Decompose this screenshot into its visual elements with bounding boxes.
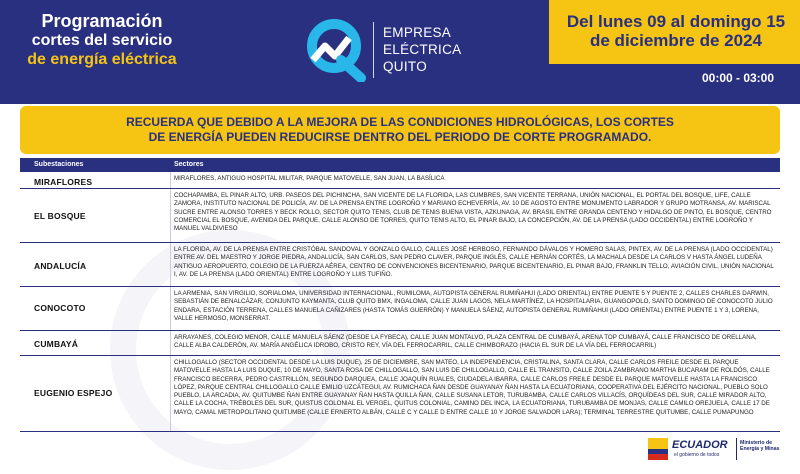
date-range — [549, 12, 800, 50]
date-line-2: de diciembre de 2024 — [590, 31, 762, 50]
table-header — [20, 158, 780, 172]
ministry-line-1: Ministerio de — [740, 440, 772, 446]
table-row — [20, 243, 780, 287]
header-bar — [0, 0, 800, 104]
substation-name: MIRAFLORES — [34, 177, 93, 187]
country-name: ECUADOR — [672, 439, 728, 451]
substation-name: EL BOSQUE — [34, 211, 86, 221]
page-title — [22, 12, 182, 69]
footer-separator — [736, 438, 737, 460]
logo-separator — [373, 22, 374, 78]
substation-name: CONOCOTO — [34, 303, 86, 313]
table-row — [20, 356, 780, 432]
column-divider — [170, 287, 171, 330]
substation-name: EUGENIO ESPEJO — [34, 388, 113, 398]
company-name-line-3: QUITO — [383, 59, 428, 74]
government-logo — [648, 432, 790, 466]
sectors-text: LA ARMENIA, SAN VIRGILIO, SORIALOMA, UNIVERSIDAD INTERNACIONAL, RUMILOMA, AUTOPISTA GENERAL RUMIÑAHUI (LADO ORIENTAL) ENTRE PUENTE 5 Y PUENTE 2, CALLES CHARLES DARWIN, SEBASTIÁN DE BENALCÁZAR, CONJUNTO KAYMANTA, CLUB QUITO BMX, INGALOMA, CALLE JUAN LAGOS, NELA MARTÍNEZ, LA HOSPITALARIA, GUANGOPOLO, SANTO DOMINGO DE CONOCOTO JULIO ENDARA, ESTACIÓN TERRENA, CALLES MANUELA CAÑIZARES (HASTA TOMÁS GUERRÓN) Y MANUELA SÁENZ, AUTOPISTA GENERAL RUMIÑAHUI (LADO ORIENTAL) ENTRE PUENTE 1 Y 3, LORENA, VALLE HERMOSO, MONSERRAT. — [174, 290, 773, 322]
title-line-3: de energía eléctrica — [27, 51, 177, 68]
table-row — [20, 287, 780, 331]
company-name — [383, 24, 461, 75]
substation-name: ANDALUCÍA — [34, 261, 87, 271]
column-divider — [170, 331, 171, 355]
column-divider — [170, 172, 171, 188]
country-tagline: el gobierno de todos — [674, 452, 720, 458]
eeq-logo-icon — [305, 16, 367, 82]
date-range-box — [546, 0, 800, 64]
title-line-2: cortes del servicio — [31, 32, 173, 49]
date-line-1: Del lunes 09 al domingo 15 — [566, 12, 786, 31]
outage-table — [20, 158, 780, 432]
column-divider — [170, 243, 171, 286]
column-header-substations: Subestaciones — [34, 161, 84, 168]
company-name-line-2: ELÉCTRICA — [383, 42, 462, 57]
column-header-sectors: Sectores — [174, 161, 204, 168]
ministry-line-2: Energía y Minas — [740, 446, 780, 452]
substation-name: CUMBAYÁ — [34, 339, 79, 349]
notice-text — [30, 115, 770, 145]
notice-banner — [20, 106, 780, 154]
title-line-1: Programación — [41, 11, 163, 31]
table-row — [20, 189, 780, 243]
sectors-text: MIRAFLORES, ANTIGUO HOSPITAL MILITAR, PARQUE MATOVELLE, SAN JUAN, LA BASÍLICA — [174, 175, 445, 182]
notice-line-1: RECUERDA QUE DEBIDO A LA MEJORA DE LAS CONDICIONES HIDROLÓGICAS, LOS CORTES — [126, 115, 674, 129]
column-divider — [170, 356, 171, 431]
company-name-line-1: EMPRESA — [383, 25, 452, 40]
ecuador-flag-icon — [648, 438, 668, 460]
table-row — [20, 172, 780, 189]
time-range: 00:00 - 03:00 — [701, 71, 775, 85]
sectors-text: LA FLORIDA, AV. DE LA PRENSA ENTRE CRISTÓBAL SANDOVAL Y GONZALO GALLO, CALLES JOSÉ HERBOSO, FERNANDO DÁVALOS Y HOMERO SALAS, PINTEX, AV. DE LA PRENSA (LADO OCCIDENTAL) ENTRE AV. DEL MAESTRO Y JORGE PIEDRA, ANDALUCÍA, SAN CARLOS, SAN PEDRO CLAVER, PARQUE INGLÉS, CALLE HERNÁN CORTÉS, LA MACHALA DESDE LA CARLOS V HASTA ÁNGEL LUDEÑA ANTIGUO AEROPUERTO, COLEGIO DE LA FUERZA AÉREA, CENTRO DE CONVENCIONES BICENTENARIO, PARQUE BICENTENARIO, EL PINAR BAJO, FRANKLIN TELLO, AVIACIÓN CIVIL, UNIÓN NACIONAL I, AV. DE LA PRENSA (LADO ORIENTAL) ENTRE LOGROÑO Y LUIS TUFIÑO. — [174, 246, 774, 278]
notice-line-2: DE ENERGÍA PUEDEN REDUCIRSE DENTRO DEL PERIODO DE CORTE PROGRAMADO. — [148, 130, 652, 144]
company-logo — [305, 16, 495, 86]
sectors-text: COCHAPAMBA, EL PINAR ALTO, URB. PASEOS DEL PICHINCHA, SAN VICENTE DE LA FLORIDA, LAS CUMBRES, SAN VICENTE TERRANA, UNIÓN NACIONAL, EL PORTAL DEL BOSQUE, LIFE, CALLE ZAMORA, INSTITUTO NACIONAL DE POLICÍA, AV. DE LA PRENSA ENTRE LOGROÑO Y MARIANO ECHEVERRÍA, AV. 10 DE AGOSTO ENTRE MONUMENTO LABRADOR Y GRUPO MOTRANSA, AV. MARISCAL SUCRE ENTRE ALONSO TORRES Y BECK ROLLO, SECTOR QUITO TENIS, CLUB DE TENIS BUENA VISTA, AZKUNAGA, AV. BRASIL ENTRE GRANDA CENTENO Y HIDALGO DE PINTO, EL BOSQUE, CENTRO COMERCIAL EL BOSQUE, AVENIDA DEL PARQUE, CALLE ALONSO DE TORRES, QUITO TENIS ALTO, EL PINAR BAJO, LA CONCEPCIÓN, AV. DE LA PRENSA (LADO OCCIDENTAL) ENTRE LOGROÑO Y MANUEL VALDIVIESO — [174, 192, 772, 233]
table-row — [20, 331, 780, 356]
ministry-name — [740, 440, 790, 452]
sectors-text: CHILLOGALLO (SECTOR OCCIDENTAL DESDE LA LUIS DUQUE), 25 DE DICIEMBRE, SAN MATEO, LA INDEPENDENCIA, CRISTALINA, SANTA CLARA, CALLE CARLOS FREILE DESDE EL PARQUE MATOVELLE HASTA LA LUIS DUQUE, 10 DE MAYO, SANTA ROSA DE CHILLOGALLO, SAN LUIS DE CHILLOGALLO, CALLE EL TRANSITO, CALLE ZOILA ZAMBRANO MARTHA BUCARAM DE ROLDÓS, CALLE FRANCISCO BECERRA, PEDRO CASTRILLÓN, SEGUNDO DARQUEA, CALLE JOAQUÍN RUALES, CIUDADELA IBARRA, CALLE CARLOS FREILE DESDE EL PARQUE MATOVELLE HASTA LA FRANCISCO LÓPEZ, PARQUE CENTRAL CHILLOGALLO CALLE EMILIO UZCÁTEGUI, AV. RUMICHACA ÑAN DESDE GUAYANAY ÑAN HASTA LA ECUATORIANA, COOPERATIVA DEL EJÉRCITO NACIONAL, PUEBLO SOLO PUEBLO, LA ARCADIA, AV. QUITUMBE ÑAN ENTRE GUAYANAY ÑAN HASTA QUILLA ÑAN, CALLE SUSANA LETOR, TURUBAMBA, CALLE CARLOS VILLACÍS, ORQUÍDEAS DEL SUR, CALLE MIRADOR ALTO, CALLE LA COCHA, TRÉBOLES DEL SUR, QUISTUS COLONIAL EL VERGEL, QUITUS COLONIAL, CAMINO DEL INCA, LA ECUATORIANA, TURUBAMBA DE MONJAS, CALLE CAMILO OREJUELA, CALLE 17 DE MAYO, CAMAL METROPOLITANO QUITUMBE (CALLE ERNERTO ALBÁN, CALLE C Y CALLE D ENTRE CALLE 10 Y JORGE SALVADOR LARA); TERMINAL TERRESTRE QUITUMBE, CALLE PUMAPUNGO — [174, 359, 770, 416]
column-divider — [170, 189, 171, 242]
sectors-text: ARRAYANES, COLEGIO MENOR, CALLE MANUELA SÁENZ (DESDE LA FYBECA), CALLE JUAN MONTALVO, PLAZA CENTRAL DE CUMBAYÁ, ARENA TOP CUMBAYÁ, CALLE FRANCISCO DE ORELLANA, CALLE ALBA CALDERÓN, AV. MARÍA ANGÉLICA IDROBO, CRISTO REY, VÍA DEL FERROCARRIL, CALLE CHIMBORAZO (HACIA EL SUR DE LA VÍA DEL FERROCARRIL) — [174, 334, 757, 350]
